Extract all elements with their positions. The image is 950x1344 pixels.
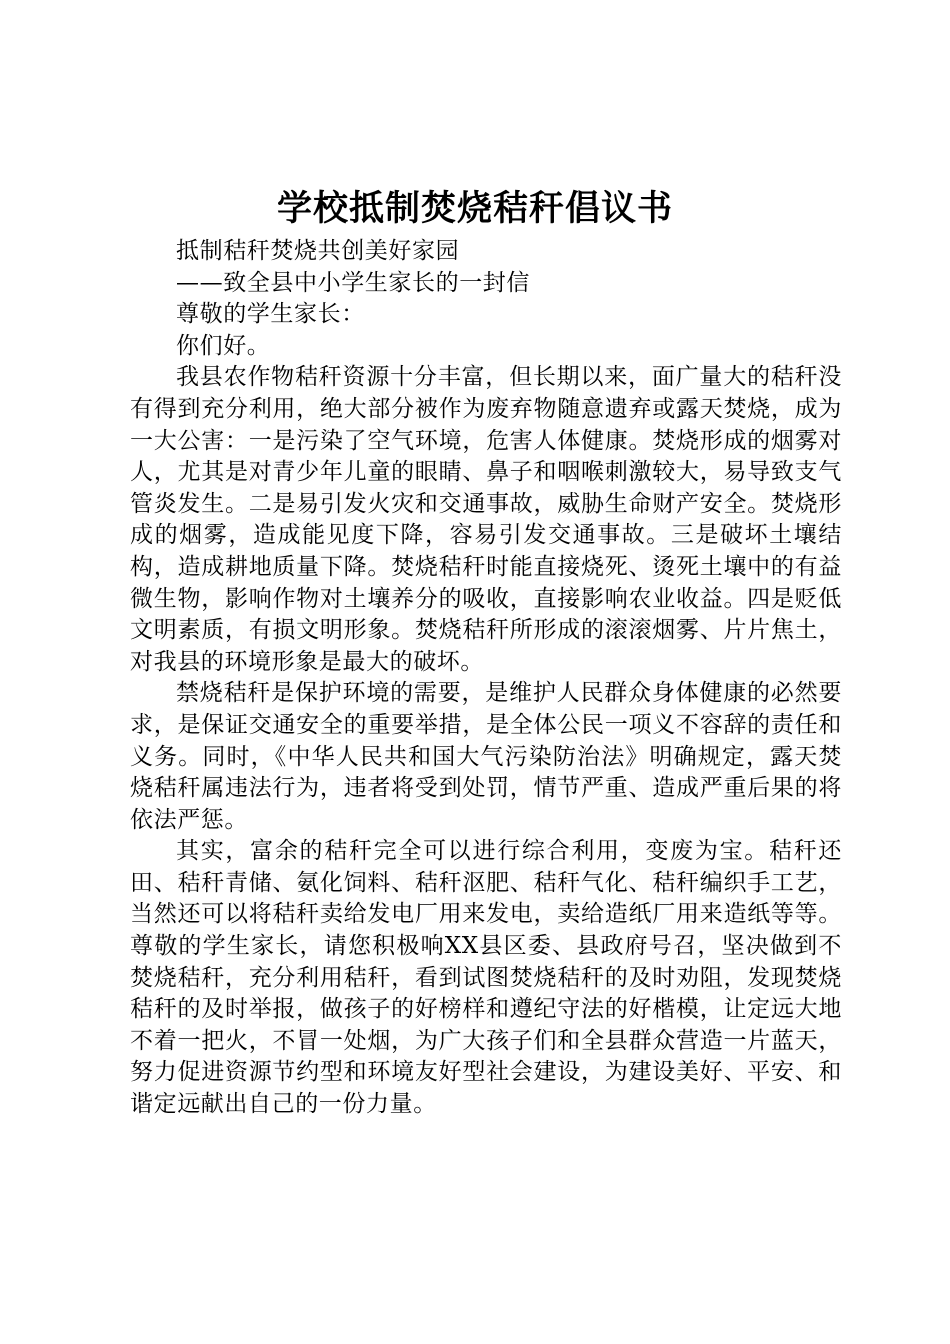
- document-body: [130, 236, 842, 1121]
- salutation-line: 尊敬的学生家长：: [176, 301, 365, 328]
- body-paragraph: 其实，富余的秸秆完全可以进行综合利用，变废为宝。秸秆还田、秸秆青储、氨化饲料、秸秆沤肥、秸秆气化、秸秆编织手工艺，当然还可以将秸秆卖给发电厂用来发电，卖给造纸厂用来造纸等等。尊敬的学生家长，请您积极响XX县区委、县政府号召，坚决做到不焚烧秸秆，充分利用秸秆，看到试图焚烧秸秆的及时劝阻，发现焚烧秸秆的及时举报，做孩子的好榜样和遵纪守法的好楷模，让定远大地不着一把火，不冒一处烟，为广大孩子们和全县群众营造一片蓝天，努力促进资源节约型和环境友好型社会建设，为建设美好、平安、和谐定远献出自己的一份力量。: [130, 838, 842, 1118]
- body-paragraph: 我县农作物秸秆资源十分丰富，但长期以来，面广量大的秸秆没有得到充分利用，绝大部分被作为废弃物随意遗弃或露天焚烧，成为一大公害：一是污染了空气环境，危害人体健康。焚烧形成的烟雾对人，尤其是对青少年儿童的眼睛、鼻子和咽喉刺激较大，易导致支气管炎发生。二是易引发火灾和交通事故，威胁生命财产安全。焚烧形成的烟雾，造成能见度下降，容易引发交通事故。三是破坏土壤结构，造成耕地质量下降。焚烧秸秆时能直接烧死、烫死土壤中的有益微生物，影响作物对土壤养分的吸收，直接影响农业收益。四是贬低文明素质，有损文明形象。焚烧秸秆所形成的滚滚烟雾、片片焦土，对我县的环境形象是最大的破坏。: [130, 364, 842, 675]
- subheading-line: ——致全县中小学生家长的一封信: [176, 269, 530, 296]
- greeting-line: 你们好。: [176, 332, 271, 359]
- subtitle-line: 抵制秸秆焚烧共创美好家园: [176, 238, 460, 264]
- body-paragraph: 禁烧秸秆是保护环境的需要，是维护人民群众身体健康的必然要求，是保证交通安全的重要举措，是全体公民一项义不容辞的责任和义务。同时，《中华人民共和国大气污染防治法》明确规定，露天焚烧秸秆属违法行为，违者将受到处罚，情节严重、造成严重后果的将依法严惩。: [130, 680, 842, 833]
- document-title: 学校抵制焚烧秸秆倡议书: [276, 188, 673, 229]
